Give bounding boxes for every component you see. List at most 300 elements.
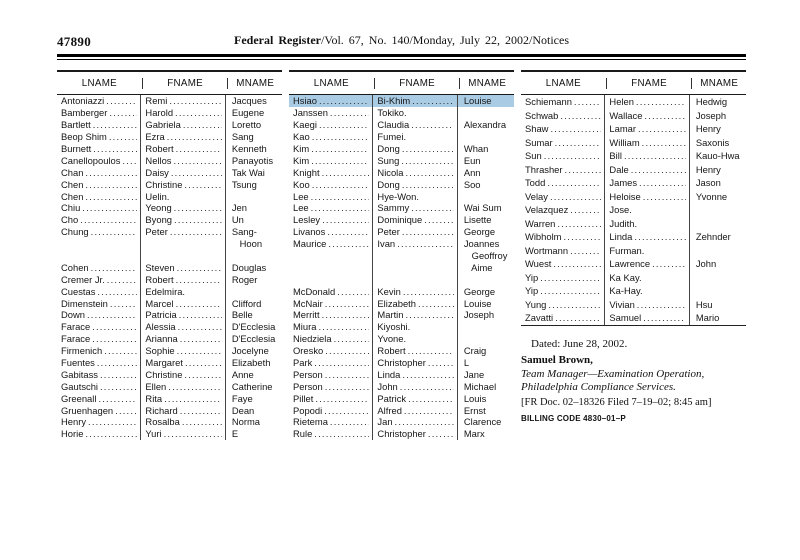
lname-cell <box>57 416 141 428</box>
mname-cell <box>226 95 282 107</box>
dot-leader <box>334 333 370 344</box>
mname-cell <box>226 368 282 380</box>
table-row <box>521 122 746 136</box>
name-text: Kim <box>293 143 310 154</box>
name-text: Oresko <box>293 345 324 357</box>
fname-cell <box>373 345 457 357</box>
dot-leader <box>174 214 222 225</box>
name-text: Niedziela <box>293 333 332 345</box>
name-text: Fumei. <box>377 131 407 143</box>
mname-cell <box>458 202 514 214</box>
dot-leader <box>644 110 685 121</box>
column-header-fname: FNAME <box>143 78 229 89</box>
fname-cell <box>605 95 689 109</box>
name-text: Yeong <box>145 202 172 214</box>
column-header-mname: MNAME <box>700 77 739 89</box>
dot-leader <box>311 155 369 166</box>
name-text: Gautschi <box>61 380 98 392</box>
lname-cell <box>289 238 373 250</box>
name-text: Douglas <box>231 261 267 273</box>
lname-cell <box>289 368 373 380</box>
table-row <box>57 250 282 262</box>
table-row <box>57 178 282 190</box>
dot-leader <box>180 333 222 344</box>
dot-leader <box>175 107 222 118</box>
lname-cell <box>57 154 141 166</box>
mname-cell <box>458 285 514 297</box>
fname-cell <box>141 178 225 190</box>
dot-leader <box>547 177 601 188</box>
name-text: Velay <box>525 190 548 202</box>
fname-cell <box>605 271 689 285</box>
lname-cell <box>289 404 373 416</box>
mname-cell <box>458 368 514 380</box>
mname-cell <box>690 311 746 325</box>
name-text: Nellos <box>145 154 172 166</box>
name-text: George <box>463 285 496 297</box>
name-text: Catherine <box>231 380 273 392</box>
mname-cell <box>690 190 746 204</box>
mname-cell <box>690 230 746 244</box>
name-text: Kiyoshi. <box>377 321 411 333</box>
dot-leader <box>401 155 454 166</box>
dot-leader <box>553 258 601 269</box>
name-text: Jacques <box>231 95 267 107</box>
name-text: Zehnder <box>695 231 731 243</box>
fname-cell <box>141 309 225 321</box>
name-text: Belle <box>231 309 253 321</box>
lname-cell <box>521 176 605 190</box>
mname-cell <box>458 404 514 416</box>
name-text: Elizabeth <box>231 357 271 369</box>
dot-leader <box>322 167 370 178</box>
name-text: Greenall <box>61 392 97 404</box>
lname-cell <box>289 178 373 190</box>
dot-leader <box>100 369 137 380</box>
table-row <box>289 321 514 333</box>
name-text: Henry <box>61 416 87 428</box>
name-text: D'Ecclesia <box>231 333 276 345</box>
table-row <box>57 333 282 345</box>
dot-leader <box>322 309 370 320</box>
table-row <box>57 345 282 357</box>
name-text: Sang <box>231 131 254 143</box>
table-row <box>289 119 514 131</box>
name-text: Robert <box>377 345 406 357</box>
dot-leader <box>97 286 137 297</box>
name-text: Kenneth <box>231 143 267 154</box>
dot-leader <box>550 191 601 202</box>
dot-leader <box>80 214 137 225</box>
name-text: Alessia <box>145 321 176 333</box>
lname-cell <box>57 261 141 273</box>
mname-cell <box>458 333 514 345</box>
mname-cell <box>226 273 282 285</box>
fname-cell <box>373 321 457 333</box>
name-text: Jen <box>231 202 247 214</box>
fname-cell <box>373 250 457 262</box>
name-text: Henry <box>695 123 721 135</box>
dot-leader <box>115 405 137 416</box>
name-text: Firmenich <box>61 345 103 357</box>
name-text: Furman. <box>609 244 645 256</box>
lname-cell <box>521 298 605 312</box>
name-text: Cuestas <box>61 285 96 297</box>
name-text: Maurice <box>293 238 327 250</box>
dot-leader <box>337 286 369 297</box>
dot-leader <box>100 381 137 392</box>
name-text: Ka Kay. <box>609 271 642 283</box>
lname-cell <box>289 428 373 440</box>
dot-leader <box>550 123 601 134</box>
table-row <box>57 238 282 250</box>
fname-cell <box>605 284 689 298</box>
name-text: Yvone. <box>377 333 407 345</box>
name-text: Koo <box>293 178 310 190</box>
name-text: Merritt <box>293 309 320 321</box>
dot-leader <box>624 150 686 161</box>
name-text: Chung <box>61 226 89 238</box>
masthead-title-rest: /Vol. 67, No. 140/Monday, July 22, 2002/Notices <box>320 33 569 47</box>
mname-cell <box>458 166 514 178</box>
dot-leader <box>325 345 369 356</box>
dot-leader <box>164 428 222 439</box>
lname-cell <box>521 109 605 123</box>
table-row <box>521 190 746 204</box>
fname-cell <box>141 380 225 392</box>
name-text: Ann <box>463 166 481 178</box>
fname-cell <box>373 214 457 226</box>
name-text: John <box>695 258 717 270</box>
name-text: Farace <box>61 333 91 345</box>
lname-cell <box>521 190 605 204</box>
dot-leader <box>325 381 370 392</box>
table-row <box>289 154 514 166</box>
fr-doc-line: [FR Doc. 02–18326 Filed 7–19–02; 8:45 am] <box>521 397 712 408</box>
lname-cell <box>521 217 605 231</box>
lname-cell <box>57 107 141 119</box>
lname-cell <box>57 357 141 369</box>
mname-cell <box>690 257 746 271</box>
dot-leader <box>319 95 369 106</box>
dot-leader <box>85 191 137 202</box>
name-text: Eun <box>463 154 481 166</box>
name-text: Livanos <box>293 226 326 238</box>
name-text: Anne <box>231 368 254 380</box>
table-row <box>521 136 746 150</box>
dated-line: Dated: June 28, 2002. <box>531 338 628 350</box>
table-row <box>521 109 746 123</box>
dot-leader <box>164 393 222 404</box>
dot-leader <box>311 202 370 213</box>
dot-leader <box>408 393 454 404</box>
name-text: Horie <box>61 428 84 440</box>
name-text: Dean <box>231 404 255 416</box>
table-row <box>57 226 282 238</box>
name-text: Sang- <box>231 226 257 238</box>
dot-leader <box>560 110 601 121</box>
name-text: E <box>231 428 239 440</box>
lname-cell <box>521 203 605 217</box>
table-row <box>289 107 514 119</box>
name-text: Pillet <box>293 392 314 404</box>
dot-leader <box>412 95 454 106</box>
name-text: Dimenstein <box>61 297 108 309</box>
name-text: Louise <box>463 297 492 309</box>
fname-cell <box>141 238 225 250</box>
lname-cell <box>521 244 605 258</box>
name-text: Marcel <box>145 297 174 309</box>
names-table-left <box>57 70 282 440</box>
lname-cell <box>57 321 141 333</box>
mname-cell <box>458 345 514 357</box>
dot-leader <box>184 179 221 190</box>
masthead-title-bold: Federal Register <box>234 33 321 47</box>
masthead-double-rule <box>57 54 746 60</box>
dot-leader <box>180 405 222 416</box>
dot-leader <box>92 333 137 344</box>
table-row <box>521 230 746 244</box>
table-row <box>57 107 282 119</box>
dot-leader <box>178 321 222 332</box>
mname-cell <box>458 143 514 155</box>
fname-cell <box>605 244 689 258</box>
lname-cell <box>57 202 141 214</box>
table-row <box>57 368 282 380</box>
lname-cell <box>521 230 605 244</box>
name-text: Linda <box>377 368 401 380</box>
dot-leader <box>322 214 369 225</box>
fname-cell <box>141 285 225 297</box>
dot-leader <box>122 155 137 166</box>
name-text: Hye-Won. <box>377 190 419 202</box>
name-text: Fuentes <box>61 357 95 369</box>
name-text: Yvonne <box>695 190 728 202</box>
name-text: Bi-Khim <box>377 95 411 107</box>
mname-cell <box>458 380 514 392</box>
fname-cell <box>141 119 225 131</box>
table-row <box>289 131 514 143</box>
name-text: Jane <box>463 368 485 380</box>
lname-cell <box>289 321 373 333</box>
dot-leader <box>88 416 137 427</box>
lname-cell <box>57 131 141 143</box>
table-row <box>289 404 514 416</box>
name-text: Norma <box>231 416 260 428</box>
table-row <box>57 357 282 369</box>
mname-cell <box>226 143 282 155</box>
name-text: Geoffroy <box>463 250 508 262</box>
dot-leader <box>325 369 370 380</box>
dot-leader <box>314 357 369 368</box>
name-text: Kauo-Hwa <box>695 150 740 162</box>
dot-leader <box>411 202 454 213</box>
name-text: Hoon <box>231 238 263 250</box>
dot-leader <box>404 405 454 416</box>
name-text: Miura <box>293 321 317 333</box>
name-text: Knight <box>293 166 320 178</box>
name-text: Dale <box>609 163 629 175</box>
dot-leader <box>563 231 601 242</box>
name-text: Cohen <box>61 261 89 273</box>
dot-leader <box>173 155 221 166</box>
mname-cell <box>690 244 746 258</box>
table-row <box>289 297 514 309</box>
name-text: McDonald <box>293 285 336 297</box>
name-text: Chiu <box>61 202 81 214</box>
name-text: Wibholm <box>525 231 562 243</box>
name-text: Canellopoulos <box>61 154 121 166</box>
table-body <box>289 95 514 440</box>
fname-cell <box>373 333 457 345</box>
name-text: Ezra <box>145 131 165 143</box>
name-text: Christopher <box>377 357 426 369</box>
dot-leader <box>395 416 454 427</box>
table-row <box>289 368 514 380</box>
fname-cell <box>141 250 225 262</box>
mname-cell <box>226 107 282 119</box>
dot-leader <box>93 143 137 154</box>
fname-cell <box>605 109 689 123</box>
lname-cell <box>289 131 373 143</box>
dot-leader <box>634 231 685 242</box>
dot-leader <box>428 428 454 439</box>
fname-cell <box>373 166 457 178</box>
fname-cell <box>141 368 225 380</box>
name-text: Yip <box>525 285 539 297</box>
dot-leader <box>330 416 370 427</box>
name-text: Clarence <box>463 416 502 428</box>
name-text: John <box>377 380 398 392</box>
table-row <box>57 190 282 202</box>
name-text: Panayotis <box>231 154 274 166</box>
dot-leader <box>91 226 138 237</box>
lname-cell <box>289 250 373 262</box>
name-text: James <box>609 177 638 189</box>
mname-cell <box>458 119 514 131</box>
fname-cell <box>141 404 225 416</box>
name-text: Kaegi <box>293 119 317 131</box>
fname-cell <box>141 273 225 285</box>
name-text: William <box>609 136 640 148</box>
lname-cell <box>521 122 605 136</box>
dot-leader <box>397 238 454 249</box>
table-body <box>521 95 746 326</box>
lname-cell <box>521 136 605 150</box>
mname-cell <box>458 214 514 226</box>
name-text: Sammy <box>377 202 410 214</box>
dot-leader <box>400 381 454 392</box>
dot-leader <box>312 179 370 190</box>
name-text: Claudia <box>377 119 410 131</box>
mname-cell <box>690 95 746 109</box>
name-text: Chen <box>61 178 84 190</box>
name-text: Sumar <box>525 136 553 148</box>
page-number: 47890 <box>57 34 91 49</box>
table-row <box>521 176 746 190</box>
mname-cell <box>458 238 514 250</box>
dot-leader <box>328 238 369 249</box>
fname-cell <box>373 143 457 155</box>
table-row <box>57 392 282 404</box>
dot-leader <box>312 131 370 142</box>
lname-cell <box>57 392 141 404</box>
name-text: Saxonis <box>695 136 730 148</box>
mname-cell <box>226 345 282 357</box>
name-text: Lee <box>293 190 309 202</box>
fname-cell <box>373 392 457 404</box>
mname-cell <box>458 178 514 190</box>
name-text: Joseph <box>695 109 727 121</box>
name-text: Popodi <box>293 404 323 416</box>
lname-cell <box>521 284 605 298</box>
table-row <box>521 203 746 217</box>
name-text: Zavatti <box>525 312 554 324</box>
dot-leader <box>182 416 222 427</box>
fname-cell <box>141 226 225 238</box>
name-text: Steven <box>145 261 175 273</box>
lname-cell <box>289 143 373 155</box>
fname-cell <box>605 298 689 312</box>
dot-leader <box>402 179 454 190</box>
lname-cell <box>289 166 373 178</box>
table-row <box>57 416 282 428</box>
table-row <box>289 333 514 345</box>
table-row <box>289 273 514 285</box>
table-row <box>289 214 514 226</box>
table-row <box>57 273 282 285</box>
name-text: Faye <box>231 392 253 404</box>
name-text: Wuest <box>525 258 552 270</box>
name-text: Bill <box>609 150 622 162</box>
table-row <box>289 250 514 262</box>
table-row <box>521 271 746 285</box>
name-text: Wai Sum <box>463 202 502 214</box>
fname-cell <box>605 176 689 190</box>
fname-cell <box>373 261 457 273</box>
dot-leader <box>319 119 369 130</box>
mname-cell <box>226 190 282 202</box>
fname-cell <box>605 230 689 244</box>
table-row <box>521 163 746 177</box>
table-row <box>289 178 514 190</box>
fname-cell <box>141 297 225 309</box>
lname-cell <box>57 214 141 226</box>
mname-cell <box>226 333 282 345</box>
name-text: Lee <box>293 202 309 214</box>
fname-cell <box>141 214 225 226</box>
dot-leader <box>104 345 137 356</box>
mname-cell <box>226 238 282 250</box>
dot-leader <box>555 312 601 323</box>
mname-cell <box>690 176 746 190</box>
name-text: Shaw <box>525 123 549 135</box>
name-text: Louise <box>463 95 492 107</box>
table-row <box>289 285 514 297</box>
mname-cell <box>458 226 514 238</box>
name-text: Kim <box>293 154 310 166</box>
name-text: Gabriela <box>145 119 181 131</box>
name-text: Cremer Jr. <box>61 273 105 285</box>
mname-cell <box>226 214 282 226</box>
table-row <box>57 143 282 155</box>
table-row <box>521 257 746 271</box>
name-text: Bamberger <box>61 107 108 119</box>
table-row <box>521 298 746 312</box>
lname-cell <box>289 95 373 107</box>
dot-leader <box>540 272 601 283</box>
table-row <box>289 428 514 440</box>
